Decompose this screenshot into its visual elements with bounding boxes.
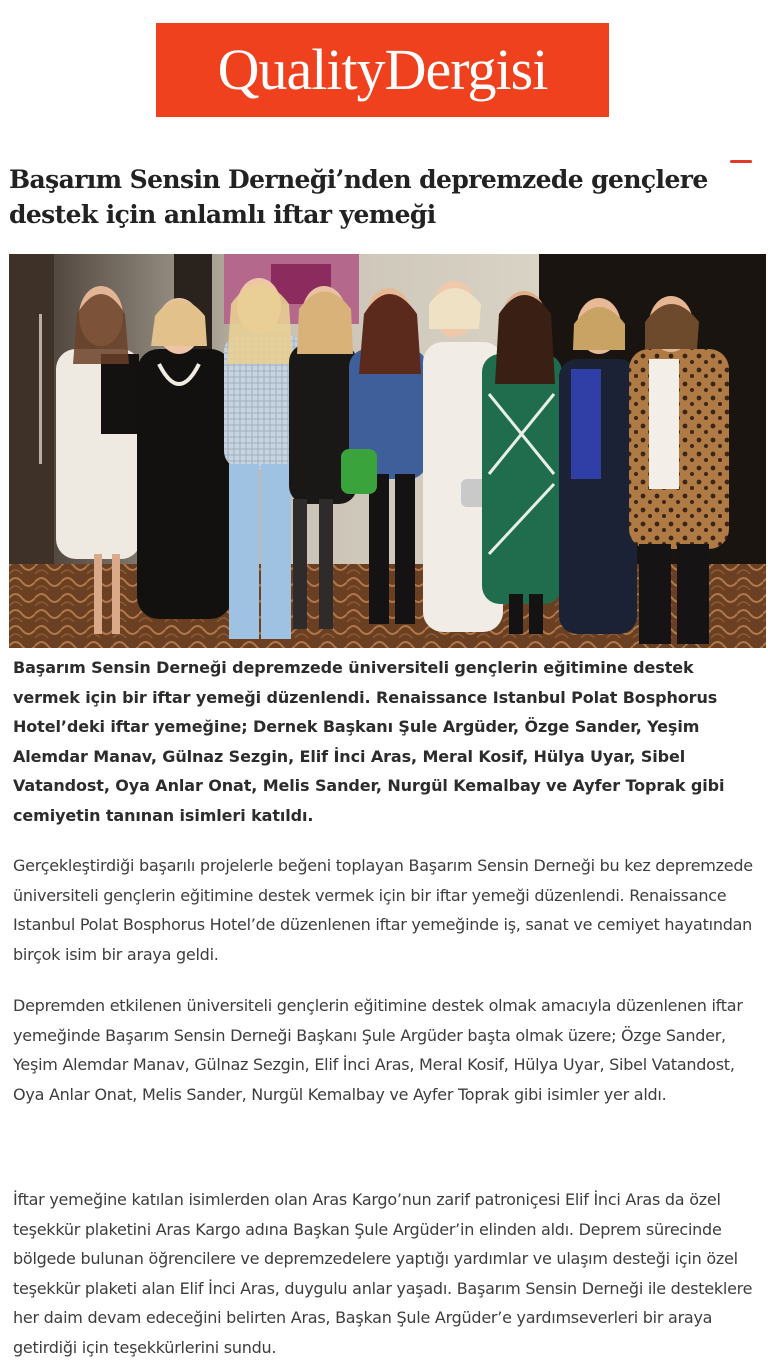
- article-photo: [9, 254, 766, 648]
- article-headline: Başarım Sensin Derneği’nden depremzede gençlere destek için anlamlı iftar yemeği: [9, 165, 708, 229]
- article-paragraph-1: Gerçekleştirdiği başarılı projelerle beğeni toplayan Başarım Sensin Derneği bu kez depremzede üniversiteli gençlerin eğitimine destek vermek için bir iftar yemeği düzenlendi. Renaissance Istanbul Polat Bosphorus Hotel’de düzenlenen iftar yemeğinde iş, sanat ve cemiyet hayatından birçok isim bir araya geldi.: [13, 856, 753, 964]
- group-photo-image: [9, 254, 766, 648]
- article-paragraph-3: İftar yemeğine katılan isimlerden olan Aras Kargo’nun zarif patroniçesi Elif İnci Aras da özel teşekkür plaketini Aras Kargo adına Başkan Şule Argüder’in elinden aldı. Deprem sürecinde bölgede bulunan öğrencilere ve depremzedelere yaptığı yardımlar ve ulaşım desteği için özel teşekkür plaketi alan Elif İnci Aras, duygulu anlar yaşadı. Başarım Sensin Derneği ile desteklere her daim devam edeceğini belirten Aras, Başkan Şule Argüder’e yardımseverleri bir araya getirdiği için teşekkürlerini sundu.: [13, 1190, 753, 1357]
- article-lead: Başarım Sensin Derneği depremzede üniversiteli gençlerin eğitimine destek vermek için bir iftar yemeği düzenlendi. Renaissance Istanbul Polat Bosphorus Hotel’deki iftar yemeğine; Dernek Başkanı Şule Argüder, Özge Sander, Yeşim Alemdar Manav, Gülnaz Sezgin, Elif İnci Aras, Meral Kosif, Hülya Uyar, Sibel Vatandost, Oya Anlar Onat, Melis Sander, Nurgül Kemalbay ve Ayfer Toprak gibi cemiyetin tanınan isimleri katıldı.: [13, 658, 725, 825]
- masthead-logo[interactable]: [156, 23, 609, 117]
- logo-text: QualityDergisi: [217, 37, 548, 102]
- article-paragraph-2: Depremden etkilenen üniversiteli gençlerin eğitimine destek olmak amacıyla düzenlenen iftar yemeğinde Başarım Sensin Derneği Başkanı Şule Argüder başta olmak üzere; Özge Sander, Yeşim Alemdar Manav, Gülnaz Sezgin, Elif İnci Aras, Meral Kosif, Hülya Uyar, Sibel Vatandost, Oya Anlar Onat, Melis Sander, Nurgül Kemalbay ve Ayfer Toprak gibi isimler yer aldı.: [13, 996, 743, 1104]
- accent-mark: [730, 160, 752, 163]
